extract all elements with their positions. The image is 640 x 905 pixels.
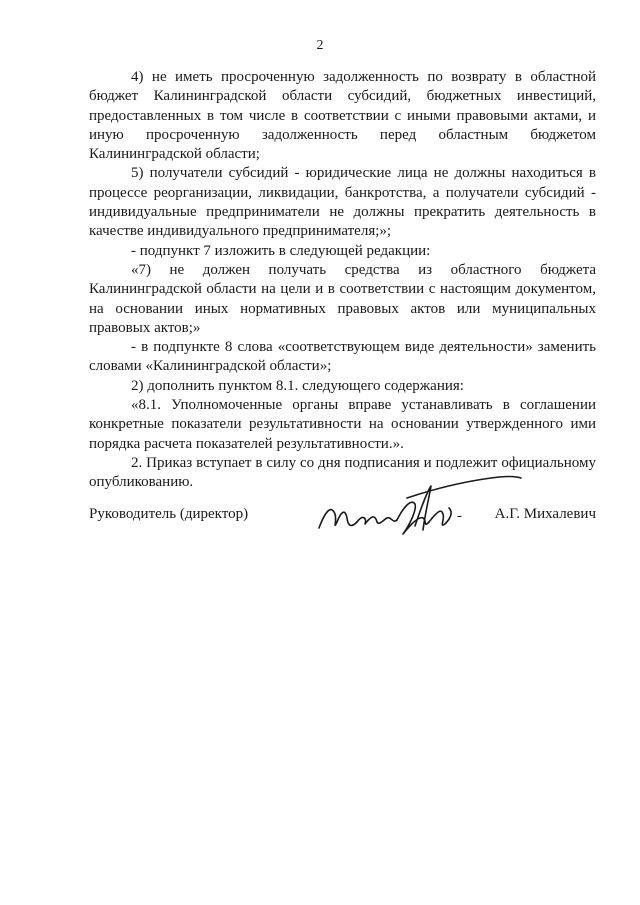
paragraph-item-4: 4) не иметь просроченную задолженность по возврату в областной бюджет Калининградской области субсидий, бюджетных инвестиций, предоставленных в том числе в соответствии с иными правовыми актами, и иную просроченную задолженность перед областным бюджетом Калининградской области; xyxy=(89,69,596,163)
page-number: 2 xyxy=(316,38,324,53)
signer-name: А.Г. Михалевич xyxy=(494,506,596,522)
signer-title: Руководитель (директор) xyxy=(89,506,249,522)
paragraph-8-1-text: «8.1. Уполномоченные органы вправе устанавливать в соглашении конкретные показатели результативности на основании утвержденного ими порядка расчета показателей результативности.». xyxy=(89,397,596,452)
document-body xyxy=(89,68,596,493)
paragraph-subpoint-8: - в подпункте 8 слова «соответствующем виде деятельности» заменить словами «Калининградской области»; xyxy=(89,339,596,375)
paragraph-item-5: 5) получатели субсидий - юридические лица не должны находиться в процессе реорганизации, ликвидации, банкротства, а получатели субсидий - индивидуальные предприниматели не должны прекратить деятельность в качестве индивидуального предпринимателя;»; xyxy=(89,165,596,240)
paragraph-subpoint-7-text: «7) не должен получать средства из областного бюджета Калининградской области на цели и в соответствии с настоящим документом, на основании иных нормативных правовых актов или муниципальных правовых актов;» xyxy=(89,261,596,336)
signature-block xyxy=(89,468,596,558)
paragraph-subpoint-7-intro: - подпункт 7 изложить в следующей редакции: xyxy=(131,242,431,259)
signature-dash: - xyxy=(457,508,462,524)
paragraph-add-8-1-intro: 2) дополнить пунктом 8.1. следующего содержания: xyxy=(131,377,464,394)
paragraph-entry-into-force: 2. Приказ вступает в силу со дня подписания и подлежит официальному опубликованию. xyxy=(89,454,596,491)
